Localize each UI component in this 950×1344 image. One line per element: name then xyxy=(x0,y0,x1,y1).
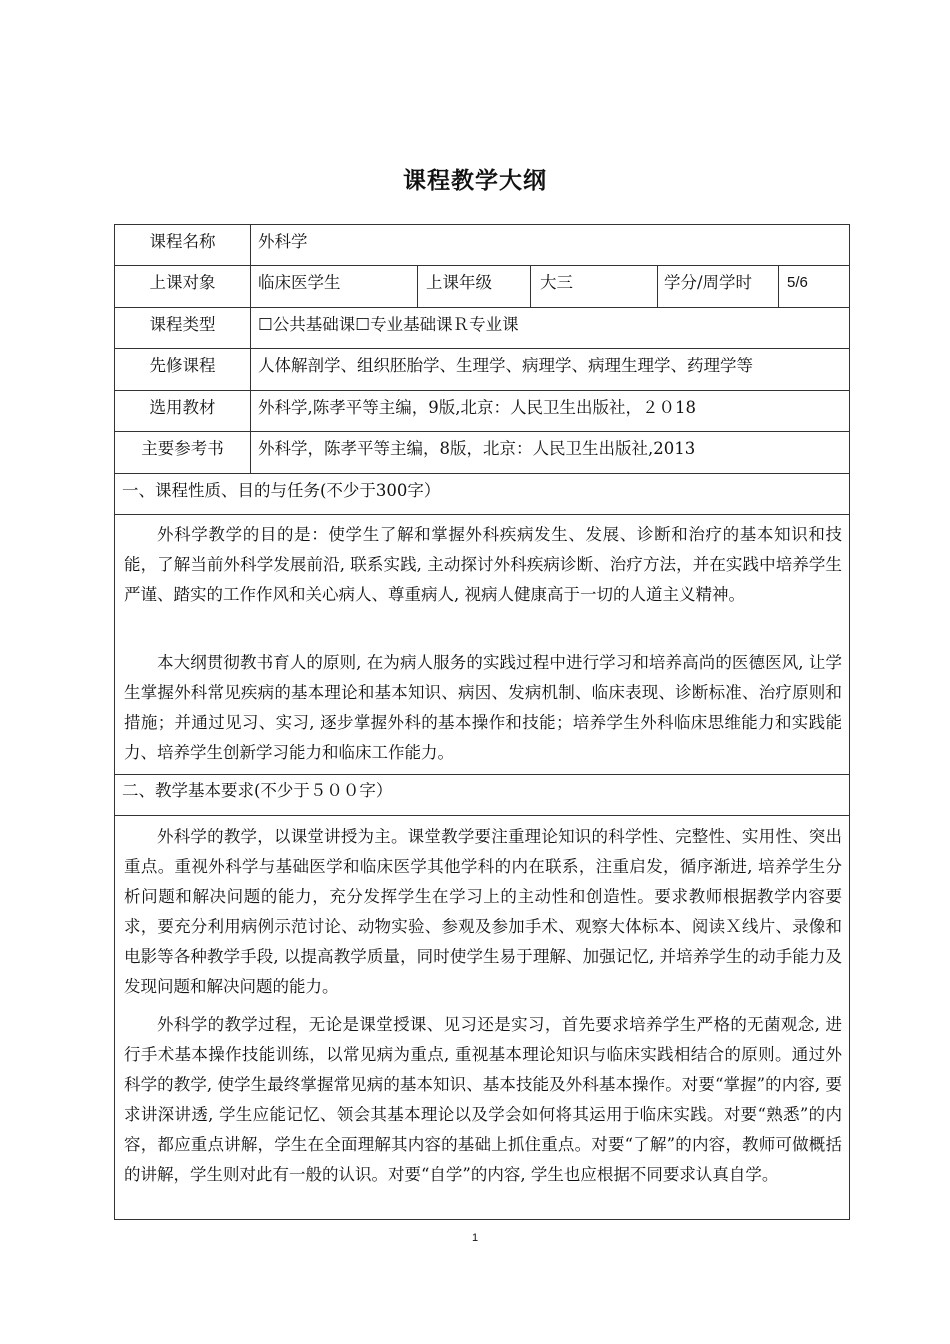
page-number: 1 xyxy=(471,1232,479,1244)
credit-label: 学分/周学时 xyxy=(664,273,753,292)
column-divider xyxy=(530,265,531,307)
row-divider xyxy=(114,348,850,349)
reference-label: 主要参考书 xyxy=(141,439,224,458)
row-divider xyxy=(114,390,850,391)
prerequisite-label: 先修课程 xyxy=(149,356,216,375)
section2-heading: 二、教学基本要求(不少于５００字） xyxy=(122,781,393,800)
row-divider xyxy=(114,774,850,775)
row-divider xyxy=(114,473,850,474)
grade-value: 大三 xyxy=(540,273,573,292)
prerequisite-value: 人体解剖学、组织胚胎学、生理学、病理学、病理生理学、药理学等 xyxy=(258,356,753,375)
row-divider xyxy=(114,431,850,432)
reference-value: 外科学，陈孝平等主编，8版，北京：人民卫生出版社,2013 xyxy=(258,439,696,458)
credit-value: 5/6 xyxy=(787,274,808,291)
column-divider xyxy=(250,224,251,474)
column-divider xyxy=(417,265,418,307)
section1-paragraph-2: 本大纲贯彻教书育人的原则, 在为病人服务的实践过程中进行学习和培养高尚的医德医风, 让学生掌握外科常见疾病的基本理论和基本知识、病因、发病机制、临床表现、诊断标准、治疗原则和措施；并通过见习、实习, 逐步掌握外科的基本操作和技能；培养学生外科临床思维能力和实践能力、培养学生创新学习能力和临床工作能力。 xyxy=(124,653,842,762)
row-divider xyxy=(114,265,850,266)
audience-value: 临床医学生 xyxy=(258,273,341,292)
section2-paragraph-2: 外科学的教学过程，无论是课堂授课、见习还是实习，首先要求培养学生严格的无菌观念, 进行手术基本操作技能训练，以常见病为重点, 重视基本理论知识与临床实践相结合的原则。通过外科学的教学, 使学生最终掌握常见病的基本知识、基本技能及外科基本操作。对要“掌握”的内容, 要求讲深讲透, 学生应能记忆、领会其基本理论以及学会如何将其运用于临床实践。对要“熟悉”的内容，都应重点讲解，学生在全面理解其内容的基础上抓住重点。对要“了解”的内容，教师可做概括的讲解，学生则对此有一般的认识。对要“自学”的内容, 学生也应根据不同要求认真自学。 xyxy=(124,1015,842,1184)
course-type-label: 课程类型 xyxy=(149,315,216,334)
column-divider xyxy=(778,265,779,307)
course-name-label: 课程名称 xyxy=(149,232,216,251)
row-divider xyxy=(114,514,850,515)
textbook-value: 外科学,陈孝平等主编，9版,北京：人民卫生出版社，２０18 xyxy=(258,398,696,417)
course-name-value: 外科学 xyxy=(258,232,308,251)
textbook-label: 选用教材 xyxy=(149,398,216,417)
course-type-value: ☐公共基础课☐专业基础课Ｒ专业课 xyxy=(258,315,519,334)
page-title: 课程教学大纲 xyxy=(403,168,547,194)
section1-heading: 一、课程性质、目的与任务(不少于300字） xyxy=(122,481,441,500)
column-divider xyxy=(657,265,658,307)
row-divider xyxy=(114,307,850,308)
audience-label: 上课对象 xyxy=(149,273,216,292)
section1-paragraph-1: 外科学教学的目的是：使学生了解和掌握外科疾病发生、发展、诊断和治疗的基本知识和技能，了解当前外科学发展前沿, 联系实践, 主动探讨外科疾病诊断、治疗方法，并在实践中培养学生严谨、踏实的工作作风和关心病人、尊重病人, 视病人健康高于一切的人道主义精神。 xyxy=(124,525,842,604)
grade-label: 上课年级 xyxy=(426,273,492,292)
row-divider xyxy=(114,815,850,816)
section2-paragraph-1: 外科学的教学，以课堂讲授为主。课堂教学要注重理论知识的科学性、完整性、实用性、突出重点。重视外科学与基础医学和临床医学其他学科的内在联系，注重启发，循序渐进, 培养学生分析问题和解决问题的能力，充分发挥学生在学习上的主动性和创造性。要求教师根据教学内容要求，要充分利用病例示范讨论、动物实验、参观及参加手术、观察大体标本、阅读Ｘ线片、录像和电影等各种教学手段, 以提高教学质量，同时使学生易于理解、加强记忆, 并培养学生的动手能力及发现问题和解决问题的能力。 xyxy=(124,827,842,996)
